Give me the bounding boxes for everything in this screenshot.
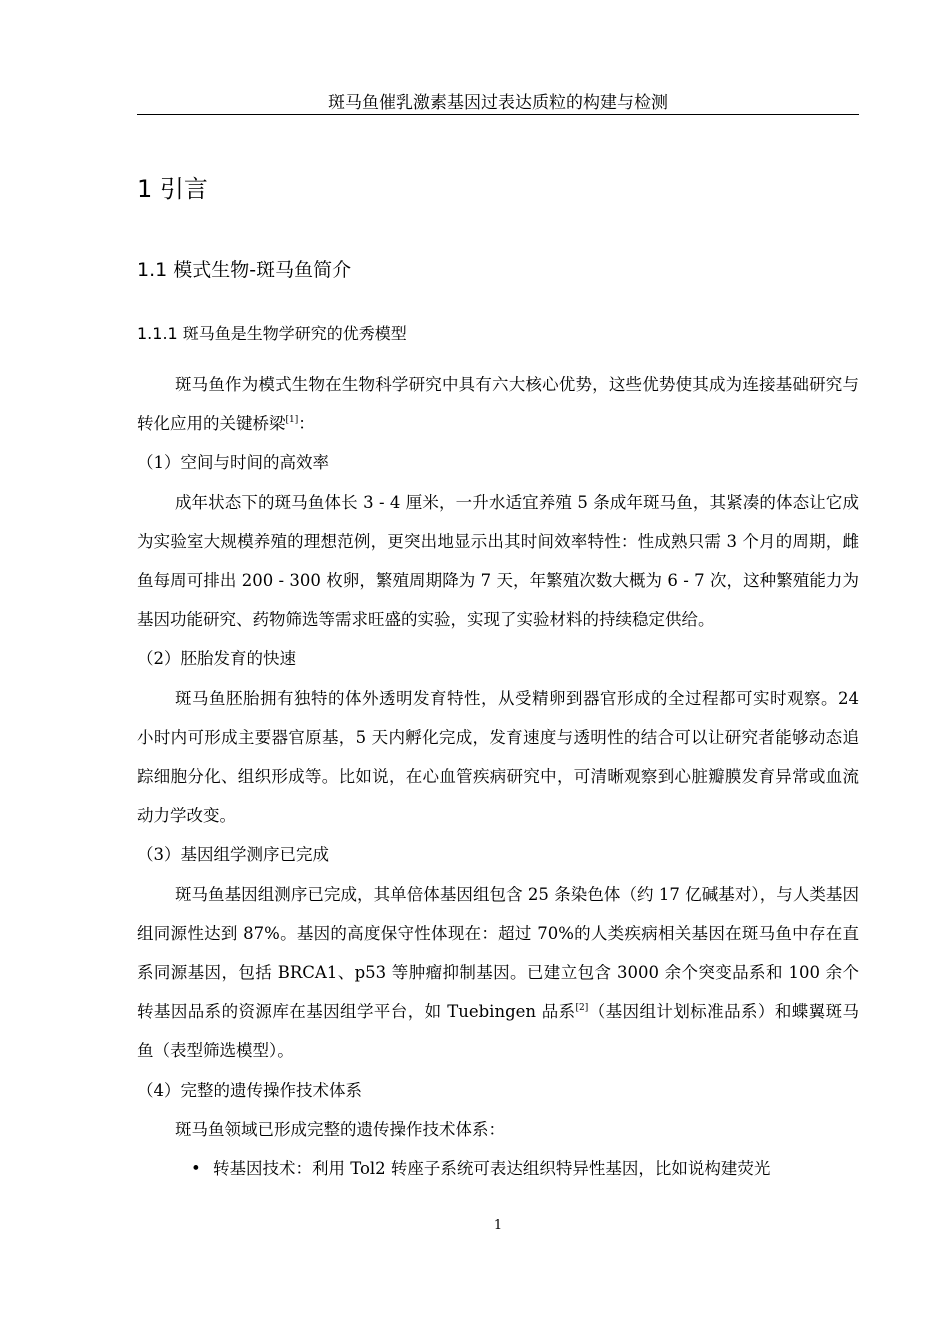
- header-rule: [137, 114, 859, 115]
- list-item-heading-4: （4）完整的遗传操作技术体系: [137, 1080, 362, 1100]
- citation-2[interactable]: [2]: [575, 1003, 589, 1014]
- paragraph-efficiency: 成年状态下的斑马鱼体长 3 - 4 厘米，一升水适宜养殖 5 条成年斑马鱼，其紧凑的体态让它成为实验室大规模养殖的理想范例，更突出地显示出其时间效率特性：性成熟只需 3 个月的周期，雌鱼每周可排出 200 - 300 枚卵，繁殖周期降为 7 天，年繁殖次数大概为 6 - 7 次，这种繁殖能力为基因功能研究、药物筛选等需求旺盛的实验，实现了实验材料的持续稳定供给。: [137, 492, 859, 630]
- bullet-item: [137, 1149, 859, 1188]
- subsection-heading: 1.1.1 斑马鱼是生物学研究的优秀模型: [137, 324, 407, 343]
- paragraph-genetic-tools: 斑马鱼领域已形成完整的遗传操作技术体系：: [174, 1119, 505, 1139]
- citation-1[interactable]: [1]: [285, 415, 299, 426]
- bullet-text: 转基因技术：利用 Tol2 转座子系统可表达组织特异性基因，比如说构建荧光: [213, 1159, 771, 1179]
- list-item-heading-2: （2）胚胎发育的快速: [137, 649, 296, 669]
- running-header: 斑马鱼催乳激素基因过表达质粒的构建与检测: [328, 93, 668, 113]
- page-number: 1: [493, 1218, 503, 1233]
- section-heading: 1.1 模式生物-斑马鱼简介: [137, 259, 352, 281]
- bullet-icon: •: [191, 1159, 201, 1179]
- paragraph-genome: 斑马鱼基因组测序已完成，其单倍体基因组包含 25 条染色体（约 17 亿碱基对），与人类基因组同源性达到 87%。基因的高度保守性体现在：超过 70%的人类疾病相关基因在斑马鱼中存在直系同源基因，包括 BRCA1、p53 等肿瘤抑制基因。已建立包含 3000 余个突变品系和 100 余个转基因品系的资源库在基因组学平台，如 Tuebingen 品系[2]（基因组计划标准品系）和蝶翼斑马鱼（表型筛选模型）。: [137, 884, 860, 1061]
- paragraph-embryo: 斑马鱼胚胎拥有独特的体外透明发育特性，从受精卵到器官形成的全过程都可实时观察。24 小时内可形成主要器官原基，5 天内孵化完成，发育速度与透明性的结合可以让研究者能够动态追踪细胞分化、组织形成等。比如说，在心血管疾病研究中，可清晰观察到心脏瓣膜发育异常或血流动力学改变。: [137, 688, 859, 826]
- list-item-heading-1: （1）空间与时间的高效率: [137, 453, 329, 473]
- chapter-heading: 1 引言: [137, 175, 208, 203]
- paragraph-intro: 斑马鱼作为模式生物在生物科学研究中具有六大核心优势，这些优势使其成为连接基础研究与转化应用的关键桥梁[1]：: [137, 375, 859, 434]
- list-item-heading-3: （3）基因组学测序已完成: [137, 845, 329, 865]
- body-text: [137, 365, 859, 1188]
